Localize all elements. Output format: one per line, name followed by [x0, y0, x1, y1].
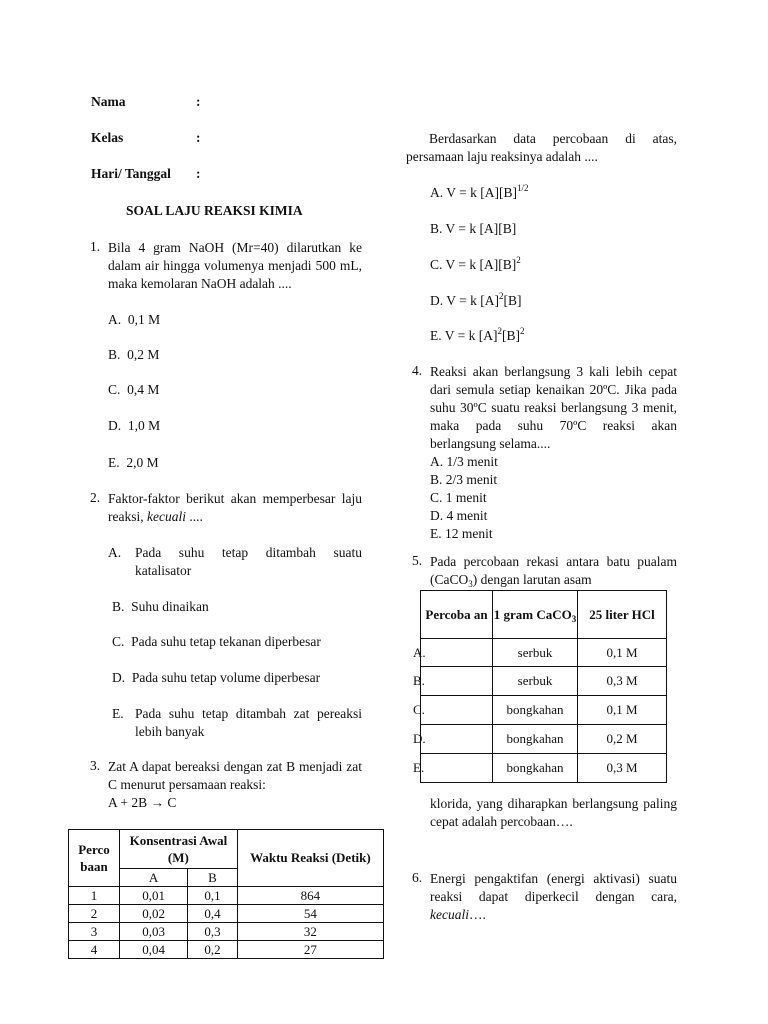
table-cell — [413, 754, 493, 783]
q2-text-part: .... — [185, 509, 203, 524]
table-cell: 0,1 M — [578, 639, 667, 667]
q3-option-b[interactable] — [430, 220, 516, 238]
option-text: Pada suhu tetap ditambah zat pereaksi lebih banyak — [135, 706, 362, 739]
option-text: V = k [A][B] — [445, 257, 517, 272]
q4-option-c[interactable] — [430, 489, 487, 507]
option-letter: C. — [112, 634, 125, 649]
q6-text-part: Energi pengaktifan (energi aktivasi) suatu reaksi dapat diperkecil dengan cara, — [430, 871, 677, 904]
table-cell: 0,4 — [188, 905, 238, 923]
table-cell: bongkahan — [493, 754, 578, 783]
table-row — [69, 905, 384, 923]
table-cell: bongkahan — [493, 696, 578, 725]
q4-option-e[interactable] — [430, 525, 493, 543]
option-letter: C. — [430, 257, 443, 272]
option-text: 0,1 M — [127, 312, 161, 327]
q6-text — [430, 870, 677, 924]
q2-text — [108, 490, 362, 526]
table-row — [421, 667, 667, 696]
q2-text-part: Faktor-faktor berikut akan memperbesar laju reaksi, — [108, 491, 362, 524]
table-cell: 864 — [237, 887, 383, 905]
table-cell — [413, 696, 493, 725]
q6-text-part: …. — [468, 907, 486, 922]
row-letter: C. — [413, 702, 425, 717]
option-text: Suhu dinaikan — [131, 599, 209, 614]
option-letter: D. — [112, 670, 126, 685]
row-letter: A. — [413, 644, 426, 660]
q3-text: Zat A dapat bereaksi dengan zat B menjadi zat C menurut persamaan reaksi: — [108, 759, 362, 792]
table-header-waktu: Waktu Reaksi (Detik) — [237, 830, 383, 887]
table-header-percobaan: Percoba an — [421, 591, 493, 639]
option-superscript: 1/2 — [517, 183, 529, 193]
option-letter: E. — [112, 706, 124, 721]
row-letter: B. — [413, 673, 425, 688]
table-row — [69, 941, 384, 959]
table-header-caco3 — [493, 591, 578, 639]
q2-option-c[interactable] — [112, 633, 321, 651]
table-header-konsentrasi: Konsentrasi Awal (M) — [120, 830, 238, 869]
table-row — [421, 754, 667, 783]
option-letter: D. — [430, 508, 444, 523]
table-row — [69, 887, 384, 905]
table-cell: 54 — [237, 905, 383, 923]
table-header-b: B — [188, 869, 238, 887]
option-letter: A. — [108, 312, 122, 327]
option-superscript: 2 — [497, 326, 502, 336]
option-text: 12 menit — [445, 526, 493, 541]
q6-number: 6. — [412, 870, 423, 885]
option-letter: C. — [108, 382, 121, 397]
table-cell: 0,2 — [188, 941, 238, 959]
q5-text-subscript: 3 — [468, 579, 473, 589]
option-superscript: 2 — [520, 326, 525, 336]
q3-followup: Berdasarkan data percobaan di atas, persamaan laju reaksinya adalah .... — [406, 131, 677, 164]
q4-text: Reaksi akan berlangsung 3 kali lebih cepat dari semula setiap kenaikan 20ºC. Jika pada suhu 30ºC suatu reaksi berlangsung 3 menit, maka pada suhu 70ºC reaksi akan berlangsung selama.... — [430, 364, 677, 451]
q5-text — [430, 553, 677, 589]
table-cell: 0,03 — [120, 923, 188, 941]
table-cell: bongkahan — [493, 725, 578, 754]
table-cell: 4 — [69, 941, 120, 959]
nama-colon: : — [196, 94, 201, 109]
option-text: 4 menit — [446, 508, 488, 523]
table-row — [421, 696, 667, 725]
page-title: SOAL LAJU REAKSI KIMIA — [126, 203, 303, 218]
table-cell: 27 — [237, 941, 383, 959]
option-text: 0,2 M — [127, 347, 160, 362]
q5-number: 5. — [412, 553, 423, 568]
option-letter: A. — [430, 454, 444, 469]
q3-option-d[interactable] — [430, 292, 522, 310]
option-text: Pada suhu tetap ditambah suatu katalisator — [135, 545, 362, 578]
header-text: 1 gram CaCO — [493, 606, 572, 622]
table-header-percobaan: Perco baan — [69, 830, 120, 887]
option-letter: B. — [112, 599, 125, 614]
q5-text-part: ) dengan larutan asam — [472, 572, 592, 587]
q5-data-table — [413, 590, 667, 783]
option-letter: C. — [430, 490, 443, 505]
table-row — [421, 725, 667, 754]
option-letter: D. — [430, 293, 444, 308]
q2-option-b[interactable] — [112, 598, 209, 616]
header-subscript: 3 — [571, 613, 577, 624]
option-text: 1,0 M — [127, 418, 161, 433]
kelas-colon: : — [196, 130, 201, 145]
table-cell — [413, 639, 493, 667]
table-cell — [413, 667, 493, 696]
table-cell: 0,3 M — [578, 754, 667, 783]
option-text: V = k [A][B] — [446, 185, 517, 200]
table-cell: 0,3 — [188, 923, 238, 941]
table-cell: 0,2 M — [578, 725, 667, 754]
option-letter: B. — [108, 347, 121, 362]
table-header-hcl: 25 liter HCl — [578, 591, 667, 639]
option-letter: B. — [430, 221, 443, 236]
q4-option-d[interactable] — [430, 507, 487, 525]
q2-option-d[interactable] — [112, 669, 320, 687]
q3-option-c[interactable] — [430, 256, 521, 274]
option-text: Pada suhu tetap tekanan diperbesar — [131, 634, 321, 649]
option-letter: B. — [430, 472, 443, 487]
option-letter: D. — [108, 418, 122, 433]
table-row — [69, 923, 384, 941]
row-letter: E. — [413, 760, 425, 775]
nama-label: Nama — [91, 94, 126, 109]
option-letter: A. — [430, 185, 444, 200]
q4-option-a[interactable] — [430, 453, 498, 471]
q1-option-e[interactable] — [108, 454, 159, 472]
option-letter: A. — [108, 545, 122, 560]
table-cell: 0,1 M — [578, 696, 667, 725]
q5-followup: klorida, yang diharapkan berlangsung paling cepat adalah percobaan…. — [430, 796, 677, 829]
option-text: [B] — [502, 328, 520, 343]
q6-text-emphasis: kecuali — [430, 907, 469, 922]
q1-option-a[interactable] — [108, 311, 160, 329]
table-cell: 1 — [69, 887, 120, 905]
option-text: 2/3 menit — [445, 472, 498, 487]
hari-tanggal-label: Hari/ Tanggal — [91, 166, 171, 181]
row-letter: D. — [413, 731, 426, 746]
table-cell — [413, 725, 493, 754]
q2-option-a[interactable] — [108, 544, 362, 580]
q1-option-d[interactable] — [108, 417, 160, 435]
kelas-label: Kelas — [91, 130, 124, 145]
option-text: 1 menit — [445, 490, 487, 505]
option-text: V = k [A] — [444, 328, 498, 343]
table-cell: 32 — [237, 923, 383, 941]
q1-text: Bila 4 gram NaOH (Mr=40) dilarutkan ke dalam air hingga volumenya menjadi 500 mL, maka kemolaran NaOH adalah .... — [108, 240, 362, 291]
option-text: V = k [A] — [446, 293, 499, 308]
hari-tanggal-colon: : — [196, 166, 201, 181]
q5-text-part: Pada percobaan rekasi antara batu pualam (CaCO — [430, 554, 677, 587]
option-text: V = k [A][B] — [445, 221, 517, 236]
table-cell: 3 — [69, 923, 120, 941]
q1-option-b[interactable] — [108, 346, 159, 364]
option-letter: E. — [430, 328, 442, 343]
q2-text-emphasis: kecuali — [146, 509, 186, 524]
table-cell: 0,1 — [188, 887, 238, 905]
q2-option-e[interactable] — [112, 705, 362, 741]
option-letter: E. — [108, 455, 120, 470]
table-cell: 0,01 — [120, 887, 188, 905]
option-superscript: 2 — [516, 255, 521, 265]
option-text: [B] — [503, 293, 522, 308]
q3-option-e[interactable] — [430, 327, 525, 345]
q3-number: 3. — [90, 758, 101, 773]
table-cell: serbuk — [493, 639, 578, 667]
table-cell: 0,02 — [120, 905, 188, 923]
q1-number: 1. — [90, 239, 101, 254]
q3-equation: A + 2B → C — [108, 795, 177, 810]
option-text: 1/3 menit — [446, 454, 498, 469]
q3-data-table — [68, 829, 384, 959]
option-superscript: 2 — [499, 291, 504, 301]
table-cell: 0,04 — [120, 941, 188, 959]
q1-option-c[interactable] — [108, 381, 159, 399]
table-cell: serbuk — [493, 667, 578, 696]
table-cell: 0,3 M — [578, 667, 667, 696]
q2-number: 2. — [90, 490, 101, 505]
option-text: Pada suhu tetap volume diperbesar — [131, 670, 321, 685]
table-header-a: A — [120, 869, 188, 887]
option-letter: E. — [430, 526, 442, 541]
q4-number: 4. — [412, 363, 423, 378]
q4-option-b[interactable] — [430, 471, 497, 489]
option-text: 0,4 M — [127, 382, 160, 397]
q3-option-a[interactable] — [430, 184, 529, 202]
option-text: 2,0 M — [126, 455, 159, 470]
table-row — [421, 639, 667, 667]
table-cell: 2 — [69, 905, 120, 923]
